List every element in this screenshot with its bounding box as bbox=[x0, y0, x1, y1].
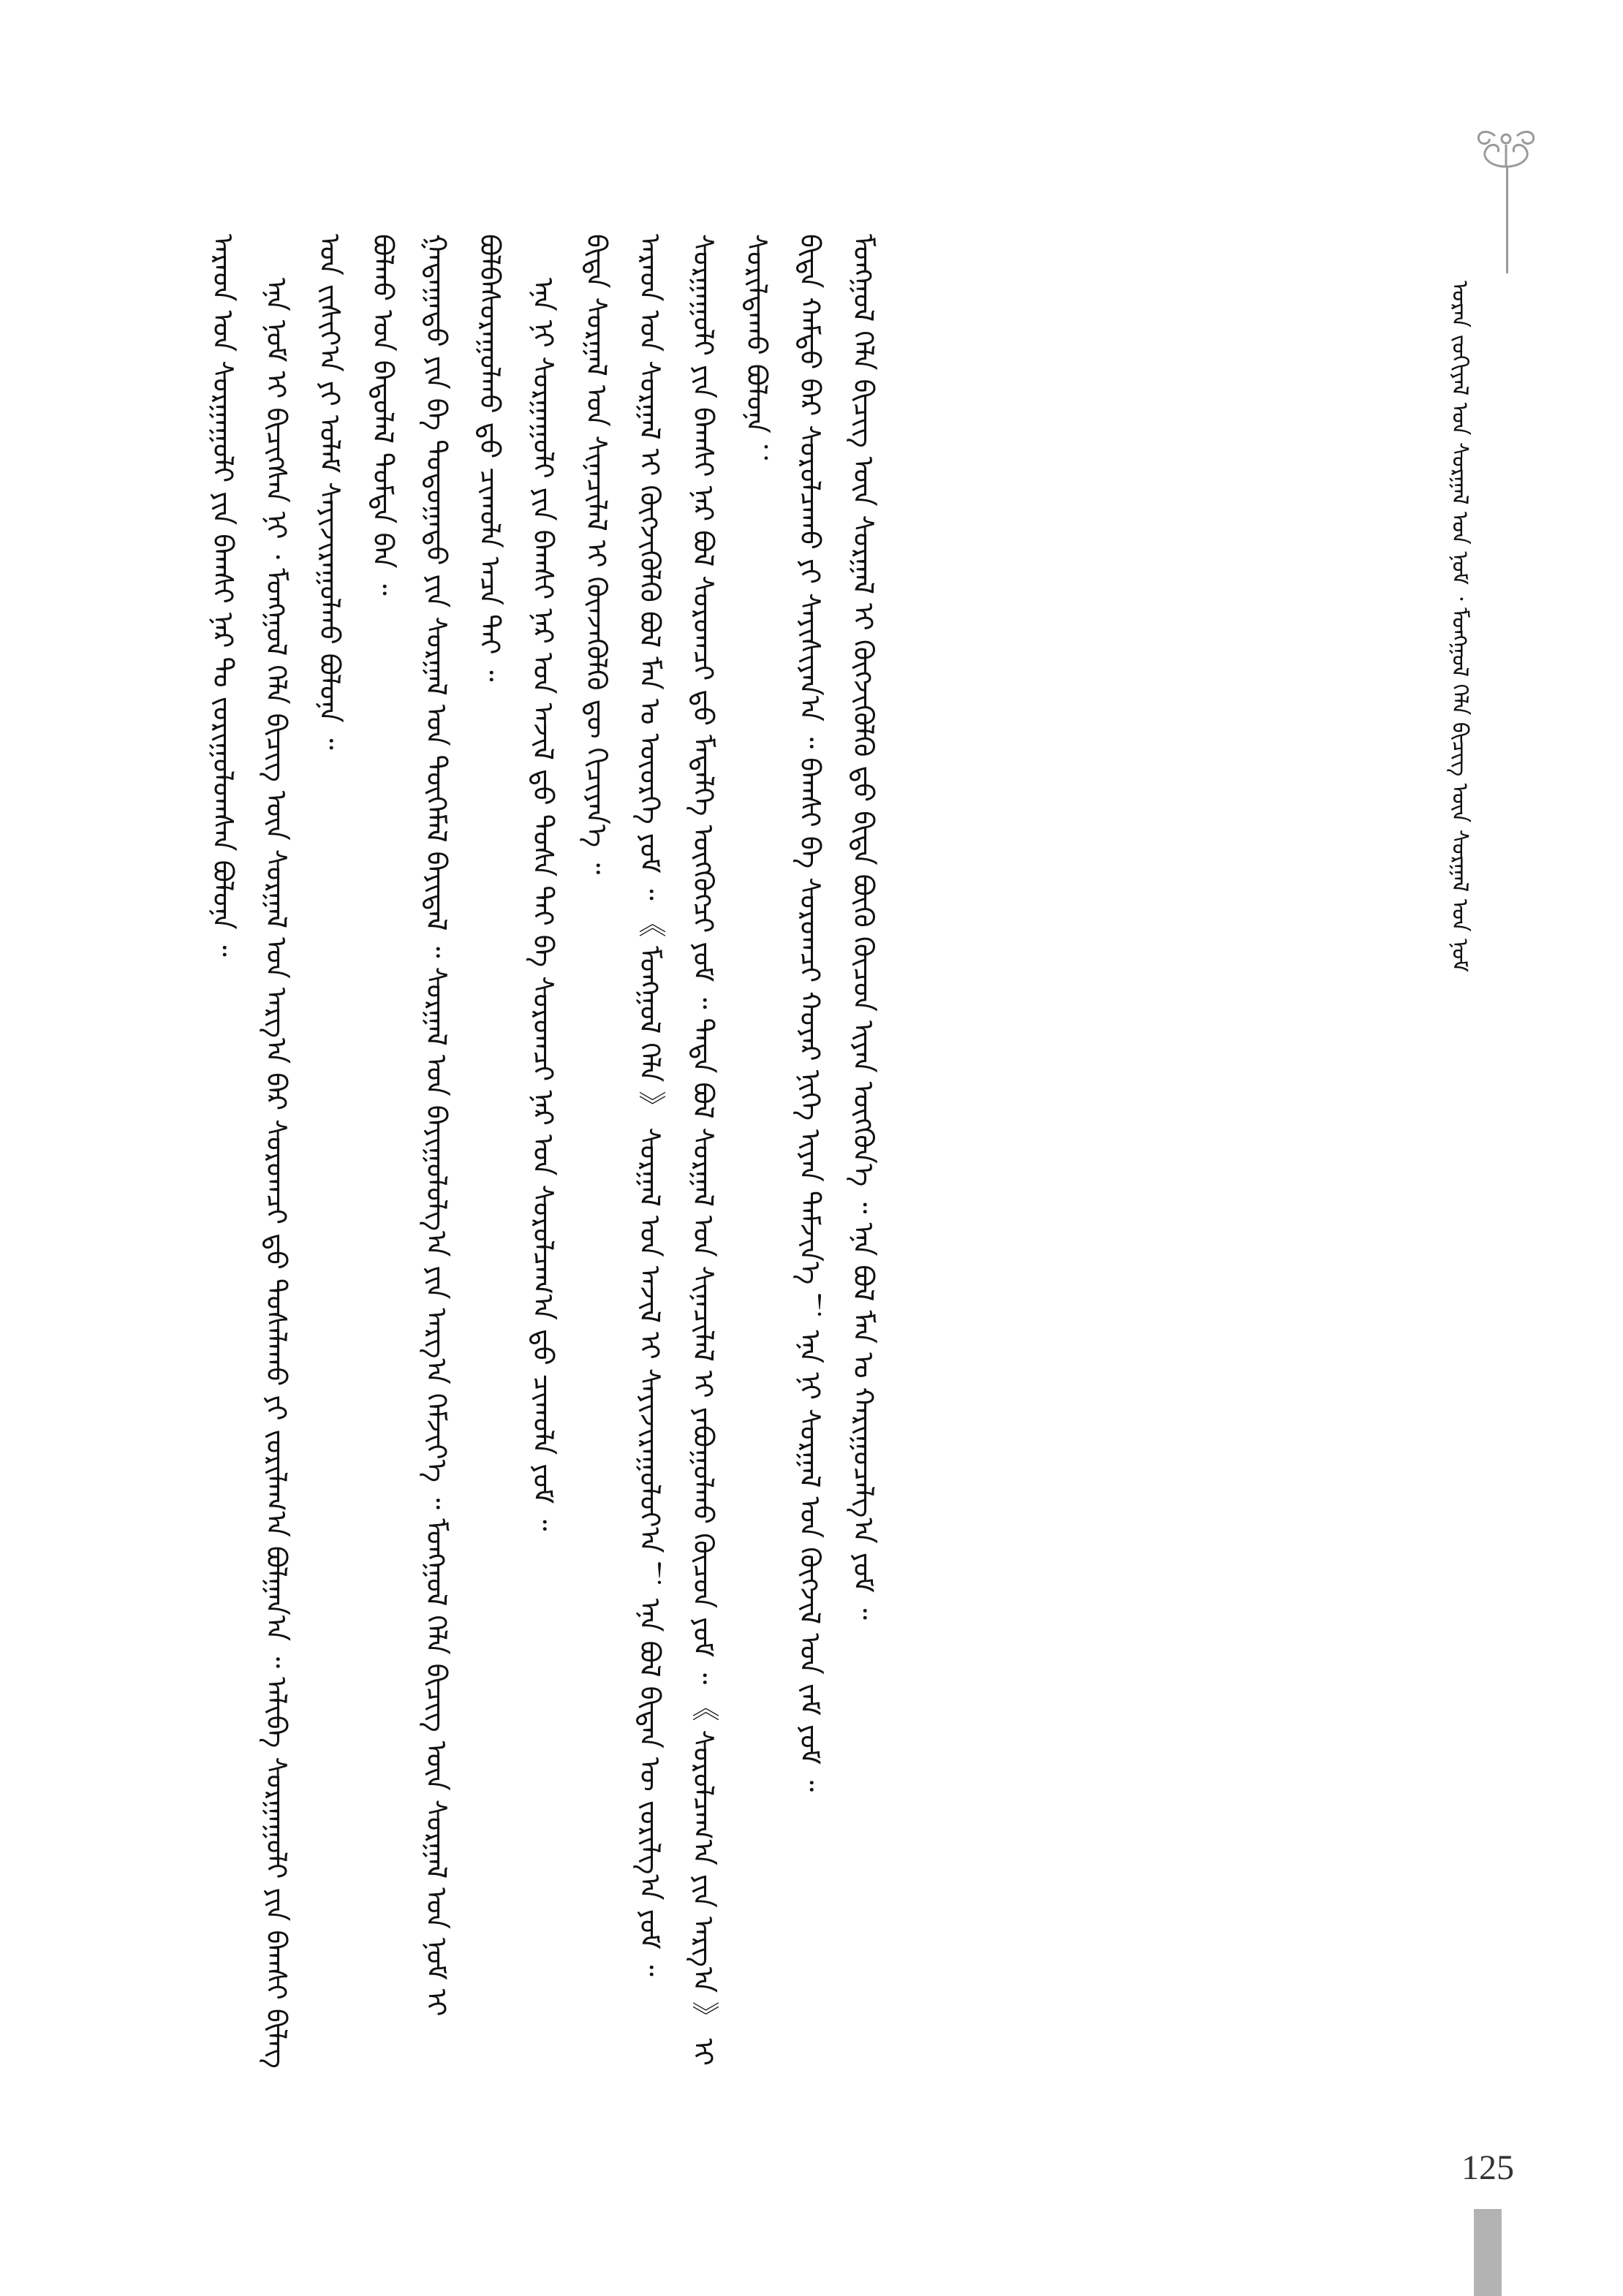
body-text bbox=[196, 234, 1278, 2105]
paragraph: ᠠᠷᠠᠳ ᠤᠨ ᠰᠤᠷᠭᠠᠯ ᠢ ᠬᠥᠭᠵᠢᠭᠦᠯᠬᠦ ᠪᠣᠯ ᠮᠠᠨ ᠤ ᠦᠦᠷᠭᠡ ᠶᠤᠮ ᠃ 《 ᠮᠣᠩᠭᠣᠯ ᠬᠡᠯᠡ 》 ᠰᠤᠷᠭᠠᠯ ᠤᠨ ᠠᠵᠢᠯ ᠢ ᠰᠠᠶᠢᠵᠢᠷᠠᠭᠤᠯᠤᠶ᠎ᠠ ！ ᠡᠨᠡ ᠪᠣᠯ ᠪᠢᠳᠡᠨ ᠦ ᠵᠣᠷᠢᠯᠭ᠎ᠠ ᠶᠤᠮ ᠃ bbox=[634, 234, 666, 1977]
paragraph: ᠪᠢᠳᠡ ᠬᠠᠮᠲᠤ ᠪᠡᠷ ᠰᠤᠷᠤᠯᠴᠠᠬᠤ ᠶᠢ ᠰᠠᠶᠢᠰᠢᠶᠠᠨ᠎ᠠ ᠃ ᠪᠠᠭᠰᠢ ᠪᠠ ᠰᠤᠷᠤᠭᠴᠢ ᠬᠣᠶᠠᠷ ᠨᠢᠭᠡ ᠢᠶᠡᠨ ᠳᠡᠮᠵᠢᠨ᠎ᠡ ！ ᠡᠨᠡ ᠨᠢ ᠰᠤᠷᠭᠠᠯ ᠤᠨ ᠬᠥᠭᠵᠢᠯ ᠤᠨ ᠵᠠᠮ ᠶᠤᠮ ᠃ bbox=[794, 234, 826, 1792]
paragraph: ᠪᠣᠯᠬᠤ ᠤᠨ ᠪᠠᠳᠤᠯᠠᠯ ᠳᠤᠮᠳᠠ ᠪᠠᠨ ᠃ bbox=[367, 234, 399, 596]
paragraph: ᠠᠷᠠᠳ ᠤᠨ ᠰᠤᠷᠭᠠᠭᠤᠯᠢ ᠶᠢᠨ ᠪᠠᠭᠰᠢ ᠨᠠᠷ ᠲᠤ ᠵᠣᠷᠢᠭᠤᠯᠤᠭᠰᠠᠨ ᠪᠣᠯᠤᠨᠠ ᠃ bbox=[207, 234, 239, 957]
page-number: 125 bbox=[1461, 2148, 1514, 2187]
page-edge-tab bbox=[1474, 2209, 1502, 2296]
header-vertical-rule bbox=[1506, 167, 1508, 273]
paragraph: ᠭᠠᠳᠠᠭᠠᠳᠤ ᠶᠢᠨ ᠪᠠ ᠳᠣᠲᠣᠭᠠᠳᠤ ᠶᠢᠨ ᠰᠤᠷᠭᠠᠯ ᠤᠨ ᠲᠦᠭᠡᠮᠡᠯ ᠪᠠᠶᠢᠳᠠᠯ ᠃ ᠰᠤᠷᠭᠠᠯ ᠤᠨ ᠪᠠᠶᠢᠭᠤᠯᠤᠯᠭ᠎ᠠ ᠶᠢᠨ ᠠᠷᠭ᠎ᠠ ᠬᠡᠮᠵᠢᠶ᠎ᠡ ᠃ ᠮᠣᠩᠭᠣᠯ ᠬᠡᠯᠡ ᠪᠢᠴᠢᠭ ᠦᠨ ᠰᠤᠷᠭᠠᠯ ᠤᠨ ᠨᠣᠮ ᠢ ᠪᠣᠯᠪᠠᠰᠤᠷᠠᠭᠤᠯᠬᠤ ᠳ᠋ᠤ ᠴᠢᠬᠤᠯᠠ ᠠᠴᠠ ᠲᠠᠢ ᠃ bbox=[420, 234, 506, 2017]
paragraph: ᠮᠣᠩᠭᠣᠯ ᠬᠡᠯᠡ ᠪᠢᠴᠢᠭ ᠦᠨ ᠰᠤᠷᠭᠠᠯ ᠢ ᠬᠥᠭᠵᠢᠭᠦᠯᠬᠦ ᠳ᠋ᠤ ᠪᠢᠳᠡ ᠪᠦᠬᠦ ᠬᠦᠴᠦᠨ ᠢᠶᠡᠨ ᠥᠭᠭᠦᠨ᠎ᠡ ᠃ ᠡᠨᠡ ᠪᠣᠯ ᠮᠠᠨ ᠤ ᠬᠠᠷᠢᠭᠤᠴᠠᠯᠭ᠎ᠠ ᠶᠤᠮ ᠃ bbox=[847, 234, 879, 1620]
paragraph: ᠡᠨᠡ ᠨᠣᠮ ᠢ ᠪᠢᠴᠢᠭᠰᠡᠨ ᠨᠢ ᠂ ᠮᠣᠩᠭᠣᠯ ᠬᠡᠯᠡ ᠪᠢᠴᠢᠭ ᠦᠨ ᠰᠤᠷᠭᠠᠯ ᠤᠨ ᠠᠷᠭ᠎ᠠ ᠪᠠᠷ ᠰᠤᠷᠤᠭᠴᠢ ᠳ᠋ᠤ ᠲᠤᠰᠠᠯᠠᠬᠤ ᠶᠢ ᠵᠣᠷᠢᠯᠠᠭ᠎ᠠ ᠪᠣᠯᠭᠠᠨ᠎ᠠ ᠃ ᠠᠯᠢᠪᠠ ᠰᠤᠷᠭᠠᠭᠤᠯᠢ ᠶᠢᠨ ᠪᠠᠭᠰᠢ ᠪᠢᠯᠡᠭ ᠤᠨ ᠵᠢᠰᠢᠶ᠎ᠠ ᠶᠢ ᠤᠯᠠᠮ ᠰᠠᠶᠢᠵᠢᠷᠠᠭᠤᠯᠬᠤ ᠪᠣᠯᠤᠨᠠ ᠃ bbox=[260, 234, 346, 2069]
paragraph: ᠡᠨᠡ ᠨᠢ ᠰᠤᠷᠭᠠᠭᠤᠯᠢ ᠶᠢᠨ ᠪᠠᠭᠰᠢ ᠨᠠᠷ ᠤᠨ ᠠᠵᠢᠯ ᠳ᠋ᠤ ᠲᠤᠰᠠ ᠲᠠᠢ ᠪᠠ ᠰᠤᠷᠤᠭᠴᠢ ᠨᠠᠷ ᠤᠨ ᠰᠤᠷᠤᠯᠴᠠᠭ᠎ᠠ ᠳ᠋ᠤ ᠴᠢᠬᠤᠯᠠ ᠶᠤᠮ ᠃ bbox=[527, 278, 559, 1531]
running-header: ᠤᠷᠠᠨ ᠵᠣᠬᠢᠶᠠᠯ ᠤᠨ ᠰᠤᠷᠭᠠᠯ ᠤᠨ ᠨᠣᠮ ᠂ ᠮᠣᠩᠭᠣᠯ ᠬᠡᠯᠡ ᠪᠢᠴᠢᠭ ᠦᠨ ᠰᠤᠷᠭᠠᠯ ᠤᠨ ᠨᠣᠮ bbox=[1447, 281, 1472, 972]
paragraph: ᠪᠢᠳᠡ ᠰᠤᠷᠭᠠᠯ ᠤᠨ ᠰᠢᠨᠡᠴᠢᠯᠡᠯ ᠢ ᠭᠦᠨᠵᠡᠭᠦᠯᠬᠦ ᠳᠦ ᠬᠢᠴᠢᠶᠡᠨ᠎ᠡ ᠃ bbox=[580, 234, 613, 875]
paragraph: ᠰᠤᠷᠭᠠᠭᠤᠯᠢ ᠶᠢᠨ ᠪᠠᠭᠰᠢ ᠨᠠᠷ ᠪᠣᠯ ᠰᠤᠷᠤᠭᠴᠢ ᠳ᠋ᠤ ᠮᠡᠳᠡᠯᠭᠡ ᠥᠭᠭᠦᠭᠴᠢ ᠶᠤᠮ ᠃ ᠲᠡᠳᠡ ᠪᠣᠯ ᠰᠤᠷᠭᠠᠯ ᠤᠨ ᠰᠢᠨᠡᠴᠢᠯᠡᠯ ᠢ ᠶᠠᠪᠤᠭᠤᠯᠬᠤ ᠬᠦᠴᠦᠨ ᠶᠤᠮ ᠃ 《 ᠰᠤᠷᠤᠯᠴᠠᠭ᠎ᠠ ᠶᠢᠨ ᠠᠷᠭ᠎ᠠ 》 ᠢ ᠰᠣᠷᠢᠯᠳᠠᠬᠤ ᠪᠣᠯᠤᠨᠠ ： bbox=[687, 234, 773, 2066]
